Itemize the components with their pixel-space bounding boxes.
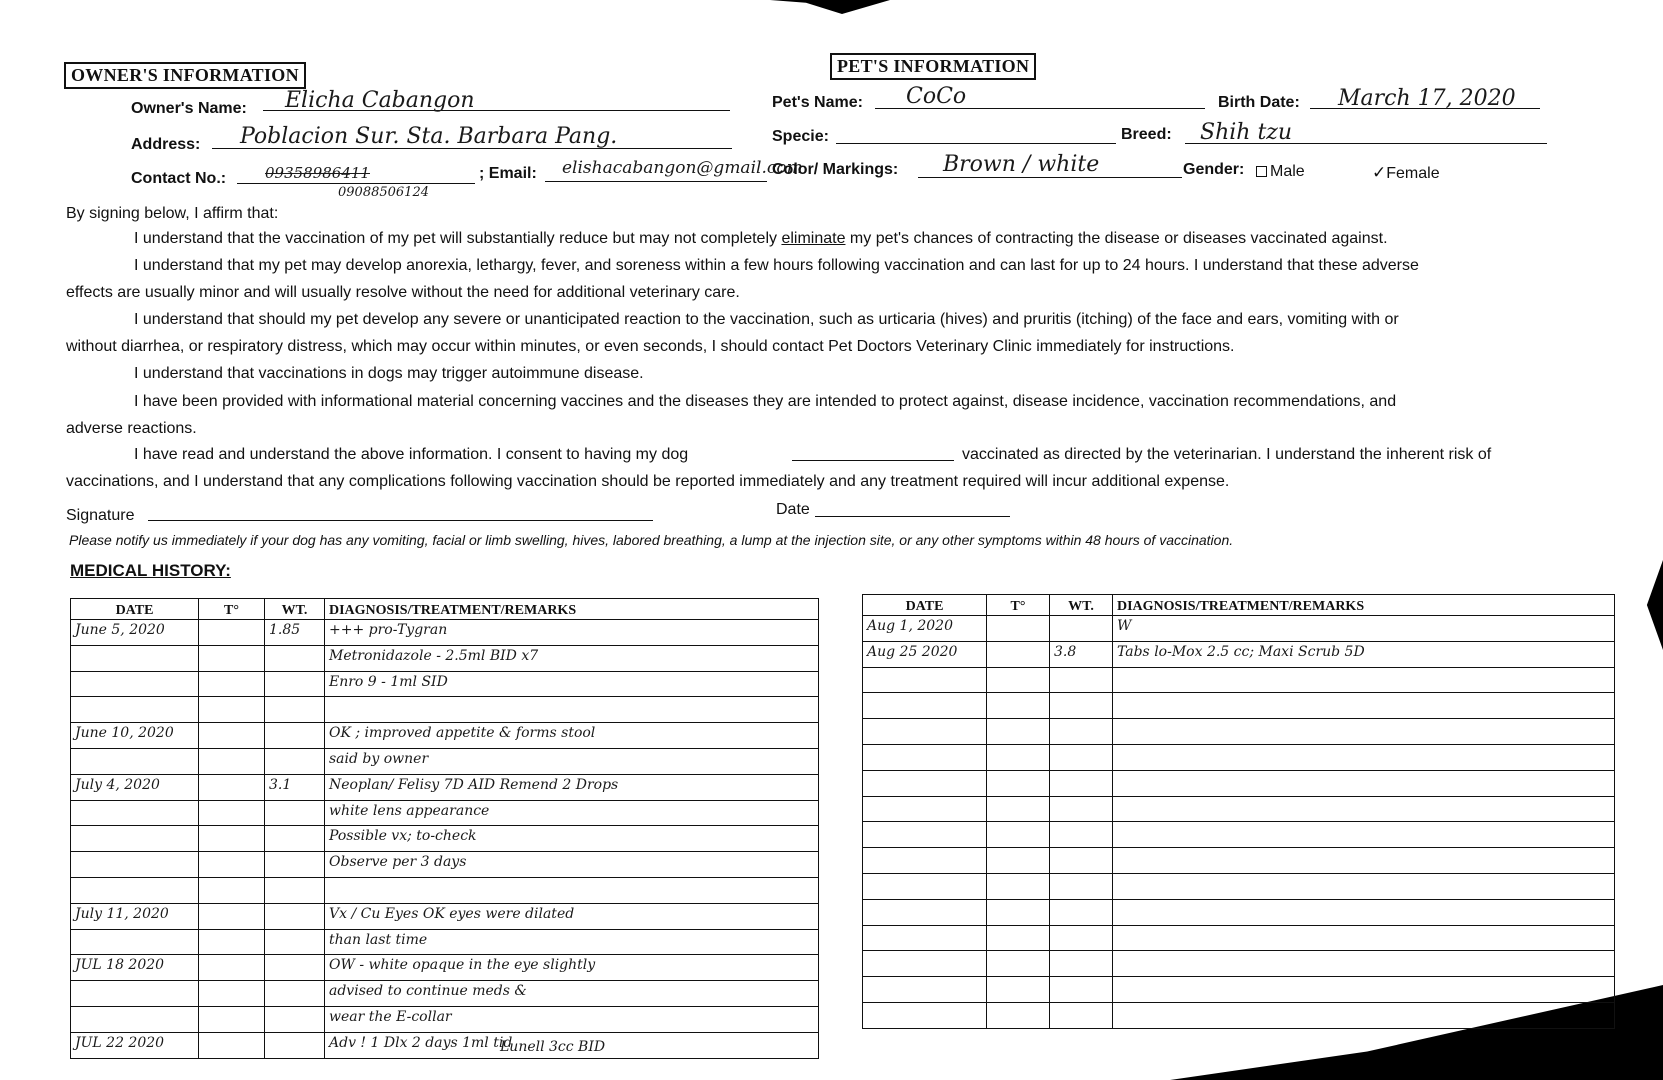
cell-diagnosis-text: Adv ! 1 Dlx 2 days 1ml tid <box>329 1034 513 1051</box>
cell-diagnosis <box>1113 770 1615 796</box>
cell-temp <box>199 955 265 981</box>
cell-diagnosis <box>1113 693 1615 719</box>
owner-name-value: Elicha Cabangon <box>285 88 475 113</box>
cell-temp <box>987 667 1050 693</box>
cell-diagnosis-text: Tabs lo-Mox 2.5 cc; Maxi Scrub 5D <box>1117 643 1365 660</box>
consent-p2-line2: effects are usually minor and will usually resolve without the need for additional veterinary care. <box>66 284 740 301</box>
cell-date <box>863 899 987 925</box>
signature-label: Signature <box>66 507 135 524</box>
cell-temp <box>987 925 1050 951</box>
cell-diagnosis-text: wear the E-collar <box>329 1008 452 1025</box>
cell-temp <box>199 877 265 903</box>
email-line <box>545 181 767 182</box>
table-row <box>863 977 1615 1003</box>
cell-diagnosis-text: than last time <box>329 931 428 948</box>
cell-date <box>71 800 199 826</box>
color-markings-value: Brown / white <box>943 152 1100 177</box>
cell-date <box>863 848 987 874</box>
cell-diagnosis-text: Possible vx; to-check <box>329 828 477 845</box>
cell-date <box>71 877 199 903</box>
table-row <box>71 620 819 646</box>
cell-temp <box>199 671 265 697</box>
table-row <box>71 852 819 878</box>
cell-temp <box>199 723 265 749</box>
cell-temp <box>987 848 1050 874</box>
consent-p2-line1: I understand that my pet may develop anorexia, lethargy, fever, and soreness within a few hours following vaccination and can last for up to 24 hours. I understand that these adverse <box>134 257 1419 274</box>
cell-date-text: JUL 22 2020 <box>75 1034 165 1051</box>
cell-weight <box>265 852 325 878</box>
cell-temp <box>987 641 1050 667</box>
table-row <box>863 951 1615 977</box>
cell-diagnosis <box>1113 925 1615 951</box>
header-weight: WT. <box>265 599 325 620</box>
cell-weight-text: 1.85 <box>269 622 301 638</box>
table-row <box>71 800 819 826</box>
cell-weight <box>1050 744 1113 770</box>
cell-temp <box>987 693 1050 719</box>
birth-date-value: March 17, 2020 <box>1338 86 1516 111</box>
cell-date-text: July 11, 2020 <box>75 905 169 922</box>
cell-weight <box>265 877 325 903</box>
cell-date <box>71 929 199 955</box>
cell-date <box>71 955 199 981</box>
cell-temp <box>199 1032 265 1058</box>
cell-weight <box>265 645 325 671</box>
cell-diagnosis <box>1113 667 1615 693</box>
contact-value: 09358986411 <box>265 164 370 182</box>
cell-date <box>71 671 199 697</box>
gender-male-option[interactable] <box>1256 163 1305 181</box>
medical-history-title: MEDICAL HISTORY: <box>70 561 231 580</box>
table-row <box>71 723 819 749</box>
cell-date <box>863 744 987 770</box>
cell-temp <box>987 719 1050 745</box>
table-row <box>71 748 819 774</box>
dog-name-line <box>792 460 954 461</box>
cell-weight <box>265 1032 325 1058</box>
gender-female-option[interactable] <box>1372 163 1440 183</box>
cell-date <box>71 852 199 878</box>
header-weight: WT. <box>1050 595 1113 616</box>
table-row <box>863 796 1615 822</box>
consent-p5-line2: adverse reactions. <box>66 420 197 437</box>
cell-temp <box>199 800 265 826</box>
cell-temp <box>199 826 265 852</box>
cell-weight <box>1050 796 1113 822</box>
color-markings-label: Color/ Markings: <box>772 161 899 178</box>
cell-weight <box>265 800 325 826</box>
cell-diagnosis <box>1113 873 1615 899</box>
cell-diagnosis <box>1113 899 1615 925</box>
email-label: ; Email: <box>479 165 537 182</box>
cell-weight <box>265 748 325 774</box>
contact-label: Contact No.: <box>131 170 227 187</box>
gender-female-label: Female <box>1386 165 1440 182</box>
cell-weight <box>1050 667 1113 693</box>
cell-weight <box>1050 770 1113 796</box>
signature-line[interactable] <box>148 520 653 521</box>
cell-date <box>71 774 199 800</box>
table-row <box>71 877 819 903</box>
consent-p6-line1a: I have read and understand the above information. I consent to having my dog <box>134 446 689 463</box>
cell-diagnosis <box>325 671 819 697</box>
owner-info-title: OWNER'S INFORMATION <box>64 62 306 89</box>
cell-diagnosis-text: advised to continue meds & <box>329 983 527 1000</box>
table-row <box>863 899 1615 925</box>
consent-p1-b: my pet's chances of contracting the disease or diseases vaccinated against. <box>845 230 1388 247</box>
consent-p6-line1b: vaccinated as directed by the veterinarian. I understand the inherent risk of <box>962 446 1492 463</box>
gender-male-label: Male <box>1270 163 1305 180</box>
cell-weight <box>1050 899 1113 925</box>
cell-diagnosis <box>1113 796 1615 822</box>
gender-label: Gender: <box>1183 161 1245 178</box>
cell-temp <box>199 903 265 929</box>
cell-diagnosis <box>325 826 819 852</box>
cell-date <box>863 1002 987 1028</box>
cell-temp <box>987 951 1050 977</box>
cell-temp <box>987 796 1050 822</box>
table-row <box>863 667 1615 693</box>
cell-diagnosis-text: W <box>1117 618 1132 634</box>
scan-edge-right <box>1640 560 1663 650</box>
cell-date <box>863 873 987 899</box>
cell-diagnosis <box>1113 951 1615 977</box>
cell-weight <box>1050 925 1113 951</box>
cell-temp <box>987 977 1050 1003</box>
cell-date-text: July 4, 2020 <box>75 776 160 793</box>
cell-weight-text: 3.1 <box>269 776 292 793</box>
cell-date <box>863 667 987 693</box>
male-checkbox[interactable] <box>1256 166 1267 177</box>
table-row <box>71 929 819 955</box>
date-label: Date <box>776 501 810 518</box>
table-row <box>863 770 1615 796</box>
color-markings-line <box>918 177 1182 178</box>
cell-temp <box>199 929 265 955</box>
cell-date <box>71 826 199 852</box>
cell-date <box>71 903 199 929</box>
cell-temp <box>199 1006 265 1032</box>
table-row <box>71 955 819 981</box>
cell-diagnosis-text: Enro 9 - 1ml SID <box>329 673 448 690</box>
table-row <box>863 719 1615 745</box>
cell-temp <box>199 981 265 1007</box>
header-diagnosis: DIAGNOSIS/TREATMENT/REMARKS <box>1113 595 1615 616</box>
cell-weight <box>265 774 325 800</box>
table-row <box>863 693 1615 719</box>
header-temp: T° <box>987 595 1050 616</box>
cell-diagnosis-text: Neoplan/ Felisy 7D AID Remend 2 Drops <box>329 776 619 793</box>
table-row <box>71 645 819 671</box>
cell-weight <box>1050 641 1113 667</box>
cell-weight <box>265 1006 325 1032</box>
cell-diagnosis-text: OK ; improved appetite & forms stool <box>329 725 596 742</box>
cell-date <box>71 645 199 671</box>
cell-diagnosis <box>325 1006 819 1032</box>
cell-weight <box>265 723 325 749</box>
date-line[interactable] <box>815 516 1010 517</box>
cell-weight <box>1050 977 1113 1003</box>
table-row <box>863 848 1615 874</box>
cell-temp <box>987 899 1050 925</box>
cell-date <box>71 723 199 749</box>
cell-temp <box>987 873 1050 899</box>
specie-label: Specie: <box>772 128 829 145</box>
cell-date <box>71 1032 199 1058</box>
cell-temp <box>199 852 265 878</box>
table-row <box>71 671 819 697</box>
cell-weight <box>1050 719 1113 745</box>
cell-diagnosis <box>325 955 819 981</box>
birth-date-label: Birth Date: <box>1218 94 1300 111</box>
cell-date <box>71 620 199 646</box>
cell-diagnosis <box>1113 822 1615 848</box>
cell-weight <box>1050 616 1113 642</box>
contact-value-2: 09088506124 <box>338 185 429 200</box>
consent-intro: By signing below, I affirm that: <box>66 205 279 222</box>
cell-diagnosis <box>325 903 819 929</box>
cell-diagnosis <box>1113 616 1615 642</box>
cell-temp <box>199 748 265 774</box>
cell-date <box>71 1006 199 1032</box>
cell-temp <box>199 697 265 723</box>
cell-diagnosis-text: Metronidazole - 2.5ml BID x7 <box>329 647 539 664</box>
header-date: DATE <box>71 599 199 620</box>
table-row <box>863 1002 1615 1028</box>
cell-date-text: Aug 25 2020 <box>867 643 958 660</box>
cell-date-text: June 10, 2020 <box>75 725 174 742</box>
cell-date <box>863 822 987 848</box>
cell-date-text: JUL 18 2020 <box>75 957 165 974</box>
cell-diagnosis <box>1113 641 1615 667</box>
cell-diagnosis-text: said by owner <box>329 750 429 767</box>
header-diagnosis: DIAGNOSIS/TREATMENT/REMARKS <box>325 599 819 620</box>
cell-weight <box>265 929 325 955</box>
consent-paragraph-1 <box>134 229 1388 248</box>
cell-date <box>71 981 199 1007</box>
left-extra-note: Lunell 3cc BID <box>500 1039 606 1055</box>
table-row <box>863 641 1615 667</box>
address-value: Poblacion Sur. Sta. Barbara Pang. <box>240 124 618 149</box>
cell-weight <box>1050 848 1113 874</box>
vaccination-notice: Please notify us immediately if your dog has any vomiting, facial or limb swelling, hives, labored breathing, a lump at the injection site, or any other symptoms within 48 hours of vaccination. <box>69 532 1234 548</box>
cell-weight <box>1050 873 1113 899</box>
cell-temp <box>987 1002 1050 1028</box>
table-row <box>71 697 819 723</box>
address-label: Address: <box>131 136 201 153</box>
cell-date-text: Aug 1, 2020 <box>867 618 953 634</box>
consent-p1-a: I understand that the vaccination of my pet will substantially reduce but may not completely <box>134 230 782 247</box>
cell-diagnosis <box>325 620 819 646</box>
cell-date <box>863 616 987 642</box>
cell-weight <box>265 981 325 1007</box>
cell-diagnosis <box>1113 977 1615 1003</box>
cell-diagnosis-text: +++ pro-Tygran <box>329 622 448 638</box>
cell-diagnosis <box>1113 744 1615 770</box>
cell-temp <box>987 770 1050 796</box>
table-row <box>863 744 1615 770</box>
cell-diagnosis-text: Observe per 3 days <box>329 854 467 871</box>
cell-weight <box>1050 822 1113 848</box>
cell-diagnosis-text: white lens appearance <box>329 802 490 819</box>
cell-diagnosis <box>325 981 819 1007</box>
cell-date <box>863 770 987 796</box>
table-row <box>863 822 1615 848</box>
pet-name-label: Pet's Name: <box>772 94 863 111</box>
table-row <box>863 616 1615 642</box>
consent-p6-line2: vaccinations, and I understand that any complications following vaccination should be reported immediately and any treatment required will incur additional expense. <box>66 473 1230 490</box>
cell-temp <box>987 744 1050 770</box>
table-row <box>71 826 819 852</box>
cell-diagnosis <box>1113 848 1615 874</box>
consent-p3-line2: without diarrhea, or respiratory distress, which may occur within minutes, or even seconds, I should contact Pet Doctors Veterinary Clinic immediately for instructions. <box>66 338 1235 355</box>
cell-temp <box>987 616 1050 642</box>
cell-diagnosis <box>325 800 819 826</box>
pet-info-title: PET'S INFORMATION <box>830 53 1036 80</box>
scan-corner-top <box>770 0 890 14</box>
table-row <box>863 925 1615 951</box>
cell-date-text: June 5, 2020 <box>75 622 165 638</box>
cell-temp <box>987 822 1050 848</box>
breed-value: Shih tzu <box>1200 120 1293 145</box>
cell-date <box>863 951 987 977</box>
medical-history-table-right <box>862 594 1615 1029</box>
table-row <box>71 981 819 1007</box>
consent-p4: I understand that vaccinations in dogs may trigger autoimmune disease. <box>134 365 644 382</box>
female-check-icon: ✓ <box>1372 163 1387 182</box>
cell-weight <box>1050 1002 1113 1028</box>
cell-temp <box>199 645 265 671</box>
consent-p1-underlined: eliminate <box>781 230 846 247</box>
cell-weight <box>265 697 325 723</box>
cell-diagnosis <box>325 723 819 749</box>
cell-diagnosis <box>325 929 819 955</box>
medical-history-table-left <box>70 598 819 1059</box>
cell-weight <box>265 671 325 697</box>
cell-weight-text: 3.8 <box>1054 643 1077 660</box>
breed-label: Breed: <box>1121 126 1172 143</box>
cell-diagnosis <box>1113 719 1615 745</box>
cell-diagnosis <box>1113 1002 1615 1028</box>
cell-date <box>863 796 987 822</box>
consent-p3-line1: I understand that should my pet develop any severe or unanticipated reaction to the vaccination, such as urticaria (hives) and pruritis (itching) of the face and ears, vomiting with or <box>134 311 1399 328</box>
table-row <box>71 903 819 929</box>
header-temp: T° <box>199 599 265 620</box>
cell-weight <box>265 955 325 981</box>
cell-diagnosis <box>325 697 819 723</box>
cell-weight <box>265 903 325 929</box>
cell-weight <box>1050 693 1113 719</box>
cell-diagnosis <box>325 748 819 774</box>
cell-date <box>863 925 987 951</box>
table-row <box>71 774 819 800</box>
cell-weight <box>265 620 325 646</box>
owner-name-label: Owner's Name: <box>131 100 247 117</box>
header-date: DATE <box>863 595 987 616</box>
cell-diagnosis <box>325 877 819 903</box>
cell-date <box>71 748 199 774</box>
cell-date <box>863 641 987 667</box>
contact-line <box>237 183 475 184</box>
cell-weight <box>1050 951 1113 977</box>
table-row <box>863 873 1615 899</box>
cell-diagnosis <box>325 774 819 800</box>
cell-diagnosis <box>325 852 819 878</box>
table-row <box>71 1006 819 1032</box>
cell-temp <box>199 620 265 646</box>
cell-date <box>863 977 987 1003</box>
pet-name-value: CoCo <box>906 84 967 109</box>
specie-line <box>836 143 1116 144</box>
cell-diagnosis <box>325 645 819 671</box>
cell-date <box>71 697 199 723</box>
consent-p5-line1: I have been provided with informational material concerning vaccines and the diseases they are intended to protect against, disease incidence, vaccination recommendations, and <box>134 393 1397 410</box>
cell-diagnosis-text: OW - white opaque in the eye slightly <box>329 957 596 974</box>
cell-date <box>863 693 987 719</box>
cell-date <box>863 719 987 745</box>
cell-weight <box>265 826 325 852</box>
table-row <box>71 1032 819 1058</box>
cell-diagnosis-text: Vx / Cu Eyes OK eyes were dilated <box>329 905 575 922</box>
cell-temp <box>199 774 265 800</box>
email-value: elishacabangon@gmail.com <box>562 158 803 178</box>
